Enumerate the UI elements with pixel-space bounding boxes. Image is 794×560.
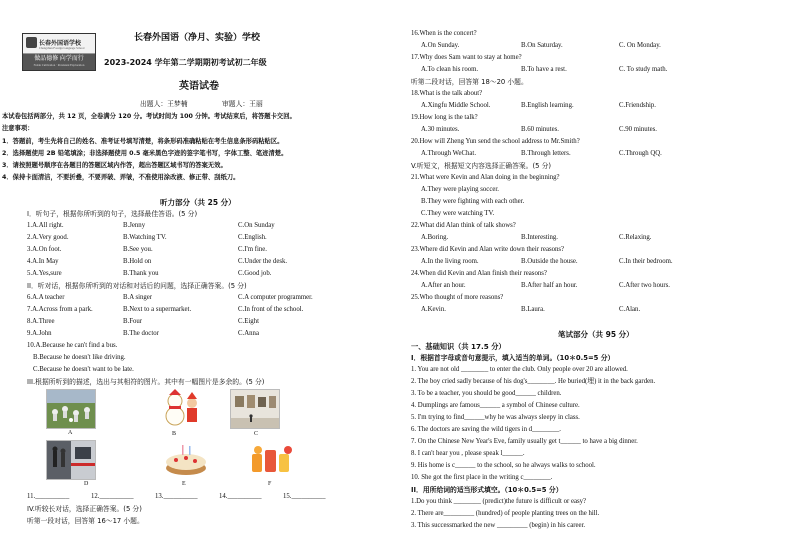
option-c: C.In front of the school. [238,306,304,313]
option-c: C. On Monday. [619,42,661,49]
option-c: C.English. [238,234,267,241]
option-c: C.Good job. [238,270,272,277]
option-c: C.I'm fine. [238,246,267,253]
option-a: A.Through WeChat. [421,150,477,157]
option-a: 5.A.Yes,sure [27,270,62,277]
option-b: B.Through letters. [521,150,571,157]
drinks-image [248,440,296,478]
logo-sub: Changchun Foreign Language School [39,46,85,50]
picture-e-cake [162,440,210,478]
option-a: 3.A.On foot. [27,246,62,253]
picture-label: F [268,481,272,487]
notice-heading: 注意事项： [2,125,34,132]
notice-item: 1．答题前，考生先将自己的姓名、准考证号填写清楚，将条形码准确粘贴在考生信息条形码粘贴区。 [2,138,284,145]
logo-motto-en: Noble Cultivation · Persistent Exploration [33,63,85,67]
listening-sub2: 听第二段对话，回答第 18～20 小题。 [411,78,528,86]
notice-intro: 本试卷包括两部分，共 12 页，全卷满分 120 分。考试时间为 100 分钟。考试结束后，将答题卡交回。 [2,113,296,120]
answer-blank[interactable]: 13.__________ [155,493,198,500]
option-b: B.Next to a supermarket. [123,306,192,313]
option-b: B.On Saturday. [521,42,563,49]
question-17: 17.Why does Sam want to stay at home? [411,54,522,61]
option-a: A.They were playing soccer. [421,186,499,193]
option-c: C.Eight [238,318,259,325]
question-23: 23.Where did Kevin and Alan write down their reasons? [411,246,565,253]
option-a: A.Boring. [421,234,449,241]
fill-item: 7. On the Chinese New Year's Eve, family usually get t______ to have a big dinner. [411,438,638,445]
picture-label: A [68,430,73,436]
section1-part2: II．用所给词的适当形式填空。（10＊0.5=5 分） [411,486,563,494]
option-a: 8.A.Three [27,318,55,325]
option-a: A.Kevin. [421,306,446,313]
picture-label: D [84,481,89,487]
picture-c-gallery [230,389,280,429]
picture-f-drinks [248,440,296,478]
option-c: C.On Sunday [238,222,275,229]
option-c: C.Alan. [619,306,641,313]
fill-item: 5. I'm trying to find______why he was always sleepy in class. [411,414,580,421]
robots-image [47,390,95,428]
option-a: A.After an hour. [421,282,466,289]
option-b: B.60 minutes. [521,126,559,133]
logo-motto: 做品德修 向学而行 [23,54,95,70]
listening-part1: I．听句子，根据你所听到的句子，选择最佳答语。(5 分) [27,210,198,218]
option-a: 1.A.All right. [27,222,64,229]
option-b: B.Hold on [123,258,152,265]
question-16: 16.When is the concert? [411,30,477,37]
option-b: B.Watching TV. [123,234,167,241]
picture-label: E [182,481,186,487]
option-a: 9.A.John [27,330,52,337]
picture-a-robots [46,389,96,429]
option-a: 6.A.A teacher [27,294,65,301]
setter: 出题人：王梦楠 [140,100,188,108]
right-column [408,0,794,560]
listening-part5: V.听短文，根据短文内容选择正确答案。(5 分) [411,162,552,170]
reviewer: 审题人：王丽 [222,100,263,108]
option-c: C.Friendship. [619,102,657,109]
q10-option-b: B.Because he doesn't like driving. [33,354,126,361]
option-c: C.Through QQ. [619,150,662,157]
option-a: 4.A.In May [27,258,59,265]
fill-item: 3. This successmarked the new _________ (begin) in his career. [411,522,586,529]
option-a: 2.A.Very good. [27,234,69,241]
crest-icon [26,37,37,48]
option-b: B.After half an hour. [521,282,578,289]
fill-item: 9. His home is c______ to the school, so he always walks to school. [411,462,596,469]
listening-part4: IV.听较长对话，选择正确答案。(5 分) [27,505,142,513]
question-19: 19.How long is the talk? [411,114,478,121]
listening-part2: II．听对话，根据你所听到的对话和对话后的问题，选择正确答案。(5 分) [27,282,247,290]
section1-title: 一、基础知识（共 17.5 分） [411,342,506,351]
fill-item: 4. Dumplings are famous______ a symbol of Chinese culture. [411,402,580,409]
subway-image [47,441,95,479]
writing-title: 笔试部分（共 95 分） [558,330,634,339]
fill-item: 2. The boy cried sadly because of his dog's________. He buried(埋) it in the back garden. [411,378,656,385]
answer-blank[interactable]: 15.__________ [283,493,326,500]
listening-part3: III.根据所听到的描述，选出与其相符的图片。其中有一幅图片是多余的。(5 分) [27,378,265,386]
option-c: C.Anna [238,330,259,337]
listening-part4-sub: 听第一段对话，回答第 16～17 小题。 [27,517,144,525]
section1-part1: I．根据首字母或音句意提示，填入适当的单词。（10＊0.5=5 分） [411,354,615,362]
answer-blank[interactable]: 12.__________ [91,493,134,500]
question-25: 25.Who thought of more reasons? [411,294,504,301]
option-b: B.Thank you [123,270,159,277]
option-b: B.To have a rest. [521,66,567,73]
option-c: C.Relaxing. [619,234,652,241]
q10-option-a: 10.A.Because he can't find a bus. [27,342,118,349]
snowman-image [158,389,206,427]
listening-title: 听力部分（共 25 分） [160,198,236,207]
fill-item: 2. There are_________ (hundred) of people planting trees on the hill. [411,510,600,517]
picture-label: C [254,431,259,437]
option-b: B.Interesting. [521,234,558,241]
fill-item: 3. To be a teacher, you should be good______ children. [411,390,562,397]
picture-b-snowman [158,389,206,427]
option-b: B.A singer [123,294,153,301]
answer-blank[interactable]: 11.__________ [27,493,70,500]
q10-option-c: C.Because he doesn't want to be late. [33,366,134,373]
fill-item: 6. The doctors are saving the wild tigers in d________. [411,426,561,433]
option-b: B.They were fighting with each other. [421,198,525,205]
notice-item: 3．请按照题号顺序在各题目的答题区域内作答，超出答题区域书写的答案无效。 [2,162,227,169]
option-c: C. To study math. [619,66,668,73]
question-22: 22.What did Alan think of talk shows? [411,222,516,229]
school-title: 长春外国语（净月、实验）学校 [134,33,261,43]
option-a: 7.A.Across from a park. [27,306,93,313]
option-b: B.The doctor [123,330,159,337]
fill-item: 1. You are not old ________ to enter the club. Only people over 20 are allowed. [411,366,628,373]
option-c: C.After two hours. [619,282,670,289]
picture-d-subway [46,440,96,480]
option-a: A.30 minutes. [421,126,460,133]
option-b: B.English learning. [521,102,574,109]
picture-label: B [172,431,177,437]
question-24: 24.When did Kevin and Alan finish their reasons? [411,270,547,277]
option-a: A.In the living room. [421,258,479,265]
option-b: B.Four [123,318,143,325]
notice-item: 4．保持卡面清洁，不要折叠，不要弄破、弄皱，不准使用涂改液、修正带、刮纸刀。 [2,174,240,181]
option-a: A.On Sunday. [421,42,460,49]
option-c: C.Under the desk. [238,258,288,265]
school-logo [22,33,96,71]
question-21: 21.What were Kevin and Alan doing in the beginning? [411,174,560,181]
exam-title: 2023-2024 学年第二学期期初考试初二年级 [104,58,267,67]
option-a: A.To clean his room. [421,66,479,73]
option-a: A.Xingfu Middle School. [421,102,491,109]
option-c: C.In their bedroom. [619,258,673,265]
option-b: B.See you. [123,246,153,253]
option-b: B.Laura. [521,306,545,313]
fill-item: 1.Do you think ________ (predict)the future is difficult or easy? [411,498,587,505]
option-c: C.90 minutes. [619,126,657,133]
paper-title: 英语试卷 [179,81,219,92]
option-b: B.Outside the house. [521,258,578,265]
fill-item: 10. She got the first place in the writing c________. [411,474,553,481]
fill-item: 8. I can't hear you , please speak l______. [411,450,525,457]
gallery-image [231,390,279,428]
option-c: C.A computer programmer. [238,294,313,301]
option-b: B.Jenny [123,222,146,229]
question-20: 20.How will Zheng Yun send the school address to Mr.Smith? [411,138,580,145]
logo-name: 长春外国语学校 [39,41,82,47]
cake-image [162,440,210,478]
answer-blank[interactable]: 14.__________ [219,493,262,500]
notice-item: 2．选择题使用 2B 铅笔填涂；非选择题使用 0.5 毫米黑色字迹的签字笔书写，字体工整、笔迹清楚。 [2,150,288,157]
question-18: 18.What is the talk about? [411,90,483,97]
option-c: C.They were watching TV. [421,210,495,217]
